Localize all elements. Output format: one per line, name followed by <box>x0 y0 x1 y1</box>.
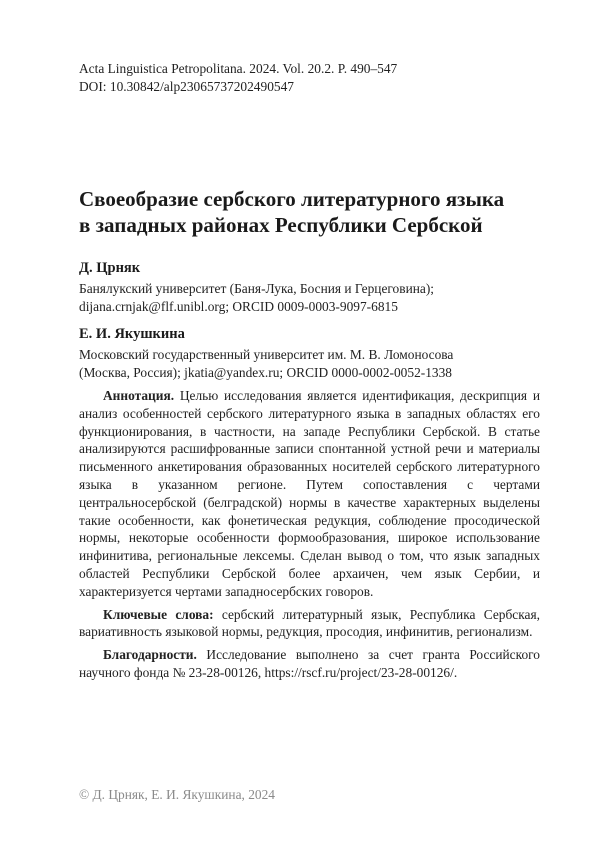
author-contact: (Москва, Россия); jkatia@yandex.ru; ORCID 0000-0002-0052-1338 <box>79 364 549 382</box>
author-contact: dijana.crnjak@flf.unibl.org; ORCID 0009-0003-9097-6815 <box>79 298 549 316</box>
acknowledgments-paragraph <box>79 646 540 682</box>
keywords-text: сербский литературный язык, Республика Сербская, вариативность языковой нормы, редукция, просодия, инфинитив, регионализм. <box>79 607 540 640</box>
copyright-notice: © Д. Црняк, Е. И. Якушкина, 2024 <box>79 786 275 804</box>
author-name: Д. Црняк <box>79 258 549 278</box>
acknowledgments-label: Благодарности. <box>103 647 197 662</box>
article-title-line-1: Своеобразие сербского литературного языка <box>79 186 539 212</box>
author-affiliation: Московский государственный университет им. М. В. Ломоносова <box>79 346 549 364</box>
article-title-line-2: в западных районах Республики Сербской <box>79 212 539 238</box>
article-title <box>79 186 539 238</box>
author-name: Е. И. Якушкина <box>79 324 549 344</box>
abstract-paragraph <box>79 387 540 601</box>
author-block <box>79 258 549 316</box>
abstract-section <box>79 387 540 682</box>
journal-header <box>79 60 397 96</box>
keywords-paragraph <box>79 606 540 642</box>
abstract-text: Целью исследования является идентификация, дескрипция и анализ особенностей сербского литературного языка в западных областях его функционирования, в частности, на западе Республики Сербской. В статье анализируются расшифрованные записи спонтанной устной речи и материалы письменного анкетирования образованных носителей сербского литературного языка в указанном регионе. Путем сопоставления с чертами центральносербской (белградской) нормы в качестве характерных выделены такие особенности, как фонетическая редукция, соблюдение просодической нормы, некоторые особенности формообразования, широкое использование инфинитива, региональные лексемы. Сделан вывод о том, что язык западных областей Республики Сербской более архаичен, чем язык Сербии, и характеризуется чертами западносербских говоров. <box>79 388 540 599</box>
author-affiliation: Баня­лукский университет (Баня-Лука, Босния и Герцеговина); <box>79 280 549 298</box>
journal-doi: DOI: 10.30842/alp23065737202490547 <box>79 78 397 96</box>
author-block <box>79 324 549 382</box>
journal-citation: Acta Linguistica Petropolitana. 2024. Vol. 20.2. P. 490–547 <box>79 60 397 78</box>
keywords-label: Ключевые слова: <box>103 607 214 622</box>
abstract-label: Аннотация. <box>103 388 174 403</box>
article-first-page <box>0 0 600 852</box>
acknowledgments-text: Исследование выполнено за счет гранта Российского научного фонда № 23-28-00126, https://rscf.ru/project/23-28-00126/. <box>79 647 540 680</box>
